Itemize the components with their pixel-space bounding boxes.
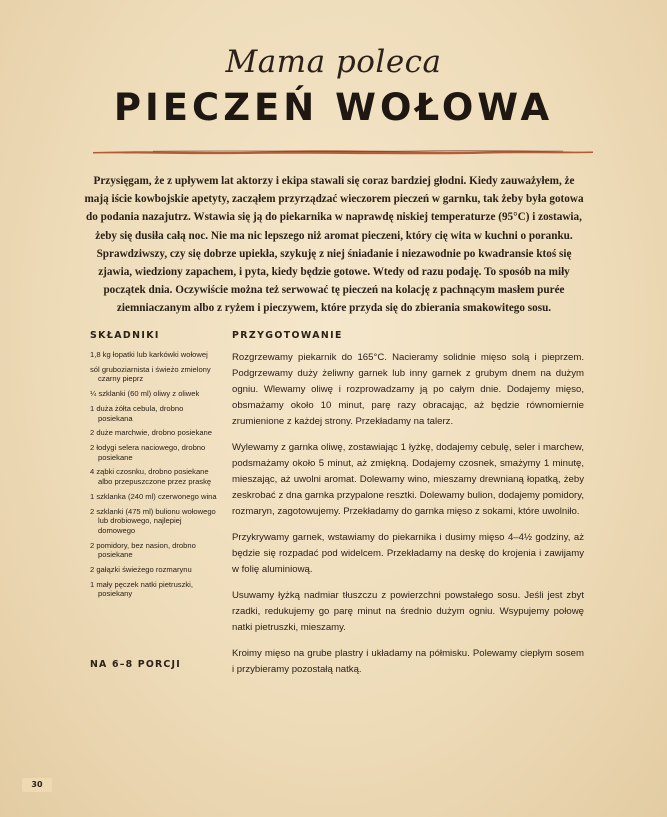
preparation-step: Wylewamy z garnka oliwę, zostawiając 1 łyżkę, dodajemy cebulę, seler i marchew, podsmażamy około 5 minut, aż zmiękną. Dodajemy czosnek, smażymy 1 minutę, mieszając, aż uwolni aromat. Dolewamy wino, mieszamy drewnianą łopatką, żeby zeskrobać z dna garnka przypalone resztki. Dolewamy bulion, dodajemy pomidory, rozmaryn, zagotowujemy. Przekładamy do garnka mięso z sokami, które uwolniło.: [232, 442, 584, 517]
ingredients-section: [90, 330, 220, 604]
ingredient-item: 1 duża żółta cebula, drobno posiekana: [90, 403, 184, 423]
preparation-heading: PRZYGOTOWANIE: [232, 330, 343, 341]
ingredient-item: sól gruboziarnista i świeżo zmielony czarny pieprz: [90, 364, 211, 384]
servings-label: NA 6–8 PORCJI: [90, 659, 181, 670]
ingredients-heading: SKŁADNIKI: [90, 330, 160, 341]
preparation-section: [232, 330, 584, 688]
script-title: Mama poleca: [225, 44, 442, 80]
ingredient-item: 2 gałązki świeżego rozmarynu: [90, 564, 192, 574]
intro-paragraph: Przysięgam, że z upływem lat aktorzy i ekipa stawali się coraz bardziej głodni. Kiedy zauważyłem, że mają iście kowbojskie apetyty, zacząłem przyrządzać wieczorem pieczeń w garnku, tak żeby była gotowa do podania nazajutrz. Wstawia się ją do piekarnika w naprawdę niskiej temperaturze (95°C) i zostawia, żeby się dusiła całą noc. Nie ma nic lepszego niż aromat pieczeni, który cię wita w kuchni o poranku. Sprawdziwszy, czy się dobrze upiekła, szykuję z niej śniadanie i niezawodnie po kwadransie ktoś się zjawia, wiedziony zapachem, i pyta, kiedy będzie gotowe. Wtedy od razu podaję. To sposób na miły początek dnia. Oczywiście można też serwować tę pieczeń na kolację z pachnącym masłem purée ziemniaczanym albo z ryżem i pieczywem, które przyda się do zbierania smakowitego sosu.: [84, 175, 584, 315]
page-number: 30: [22, 778, 52, 792]
preparation-step: Kroimy mięso na grube plastry i układamy na półmisku. Polewamy ciepłym sosem i przybieramy pozostałą natką.: [232, 648, 584, 675]
ingredient-item: 4 ząbki czosnku, drobno posiekane albo przepuszczone przez praskę: [90, 467, 212, 487]
ingredient-item: 2 szklanki (475 ml) bulionu wołowego lub drobiowego, najlepiej domowego: [90, 506, 216, 535]
ingredients-list: [90, 350, 220, 599]
ingredient-item: 2 łodygi selera naciowego, drobno posiekane: [90, 443, 206, 462]
title-rule: [93, 148, 593, 155]
preparation-step: Usuwamy łyżką nadmiar tłuszczu z powierzchni powstałego sosu. Jeśli jest zbyt rzadki, redukujemy go parę minut na średnio dużym ogniu. Wsypujemy połowę natki pietruszki, mieszamy.: [232, 590, 584, 633]
ingredient-item: 1,8 kg łopatki lub karkówki wołowej: [90, 350, 208, 359]
ingredient-item: 1 mały pęczek natki pietruszki, posiekany: [90, 579, 193, 599]
preparation-step: Przykrywamy garnek, wstawiamy do piekarnika i dusimy mięso 4–4½ godziny, aż będzie się rozpadać pod widelcem. Przekładamy na deskę do krojenia i zawijamy w folię aluminiową.: [232, 532, 584, 575]
recipe-title: PIECZEŃ WOŁOWA: [113, 86, 554, 129]
ingredient-item: 2 duże marchwie, drobno posiekane: [90, 428, 212, 438]
ingredient-item: 1 szklanka (240 ml) czerwonego wina: [90, 491, 217, 501]
preparation-step: Rozgrzewamy piekarnik do 165°C. Nacieramy solidnie mięso solą i pieprzem. Podgrzewamy duży żeliwny garnek lub inny garnek z grubym dnem na dużym ogniu. Wlewamy oliwę i rozprowadzamy ją po całym dnie. Dodajemy mięso, obsmażamy około 10 minut, parę razy obracając, aż będzie równomiernie zrumienione z każdej strony. Przekładamy na talerz.: [232, 352, 584, 427]
ingredient-item: ¼ szklanki (60 ml) oliwy z oliwek: [90, 389, 200, 399]
ingredient-item: 2 pomidory, bez nasion, drobno posiekane: [90, 540, 196, 560]
